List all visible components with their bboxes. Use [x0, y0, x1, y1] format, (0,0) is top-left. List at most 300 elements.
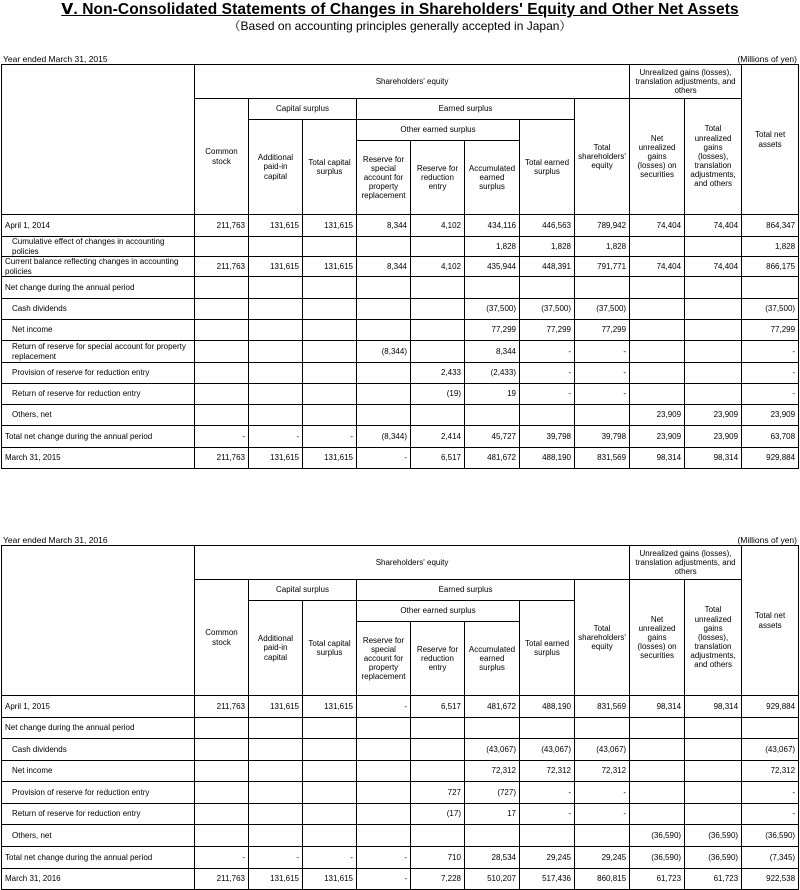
value-cell — [465, 405, 520, 426]
row-label: April 1, 2014 — [2, 215, 195, 237]
row-label: Net change during the annual period — [2, 277, 195, 299]
value-cell — [303, 384, 357, 405]
header-capital-surplus: Capital surplus — [249, 99, 357, 120]
value-cell — [303, 804, 357, 825]
table-row — [2, 718, 799, 739]
value-cell: (37,500) — [520, 299, 575, 320]
value-cell — [357, 718, 411, 739]
value-cell — [249, 804, 303, 825]
value-cell: 23,909 — [742, 405, 799, 426]
row-label: Cumulative effect of changes in accounting policies — [2, 237, 195, 257]
value-cell: 131,615 — [303, 215, 357, 237]
value-cell — [357, 299, 411, 320]
value-cell — [357, 825, 411, 847]
value-cell: - — [249, 847, 303, 869]
value-cell: - — [575, 341, 630, 363]
value-cell: 211,763 — [195, 448, 249, 469]
table-row — [2, 448, 799, 469]
table-row — [2, 804, 799, 825]
value-cell: (2,433) — [465, 363, 520, 384]
value-cell: (727) — [465, 782, 520, 804]
value-cell — [357, 782, 411, 804]
value-cell — [249, 761, 303, 782]
value-cell — [249, 384, 303, 405]
value-cell — [630, 320, 685, 341]
table-row — [2, 696, 799, 718]
header-total-net-assets: Total net assets — [742, 546, 799, 696]
value-cell — [520, 405, 575, 426]
value-cell: 61,723 — [630, 869, 685, 890]
header-earned-surplus: Earned surplus — [357, 99, 575, 120]
value-cell: (37,500) — [465, 299, 520, 320]
value-cell — [465, 277, 520, 299]
value-cell — [685, 363, 742, 384]
value-cell: - — [575, 782, 630, 804]
value-cell — [465, 718, 520, 739]
value-cell: 488,190 — [520, 448, 575, 469]
value-cell: (37,500) — [742, 299, 799, 320]
value-cell: (43,067) — [742, 739, 799, 761]
value-cell: 23,909 — [630, 426, 685, 448]
value-cell — [411, 277, 465, 299]
value-cell — [195, 405, 249, 426]
value-cell: - — [357, 847, 411, 869]
value-cell — [630, 237, 685, 257]
value-cell: 860,815 — [575, 869, 630, 890]
header-common-stock: Common stock — [195, 99, 249, 215]
row-label: Current balance reflecting changes in accounting policies — [2, 257, 195, 277]
table-row — [2, 847, 799, 869]
value-cell: 448,391 — [520, 257, 575, 277]
value-cell: 131,615 — [303, 448, 357, 469]
value-cell: 131,615 — [249, 696, 303, 718]
table-row — [2, 341, 799, 363]
value-cell: 8,344 — [465, 341, 520, 363]
value-cell: 131,615 — [249, 448, 303, 469]
row-label: March 31, 2016 — [2, 869, 195, 890]
value-cell: 6,517 — [411, 696, 465, 718]
value-cell: 211,763 — [195, 257, 249, 277]
row-label: Return of reserve for reduction entry — [2, 804, 195, 825]
value-cell — [685, 341, 742, 363]
value-cell — [303, 341, 357, 363]
value-cell: - — [195, 847, 249, 869]
value-cell: 2,433 — [411, 363, 465, 384]
value-cell — [685, 320, 742, 341]
value-cell — [630, 277, 685, 299]
value-cell — [685, 718, 742, 739]
value-cell: 74,404 — [630, 257, 685, 277]
value-cell: (36,590) — [685, 825, 742, 847]
value-cell: 1,828 — [742, 237, 799, 257]
value-cell: 4,102 — [411, 257, 465, 277]
value-cell: 19 — [465, 384, 520, 405]
value-cell: (7,345) — [742, 847, 799, 869]
value-cell — [195, 804, 249, 825]
value-cell — [249, 405, 303, 426]
value-cell: 481,672 — [465, 448, 520, 469]
value-cell: 7,228 — [411, 869, 465, 890]
value-cell: 29,245 — [520, 847, 575, 869]
header-reserve-special-account: Reserve for special account for property replacement — [357, 622, 411, 696]
value-cell — [465, 825, 520, 847]
value-cell: - — [742, 363, 799, 384]
value-cell — [357, 363, 411, 384]
header-capital-surplus: Capital surplus — [249, 580, 357, 601]
value-cell: 17 — [465, 804, 520, 825]
value-cell: (8,344) — [357, 341, 411, 363]
header-additional-paid-in-capital: Additional paid-in capital — [249, 120, 303, 215]
value-cell: - — [742, 384, 799, 405]
table-row — [2, 384, 799, 405]
value-cell: 8,344 — [357, 257, 411, 277]
value-cell — [249, 320, 303, 341]
header-total-net-assets: Total net assets — [742, 65, 799, 215]
value-cell — [357, 739, 411, 761]
header-total-unrealized: Total unrealized gains (losses), translation adjustments, and others — [685, 99, 742, 215]
value-cell — [303, 237, 357, 257]
value-cell — [303, 782, 357, 804]
value-cell: 211,763 — [195, 696, 249, 718]
value-cell: 831,569 — [575, 448, 630, 469]
row-label: Net income — [2, 761, 195, 782]
value-cell — [195, 825, 249, 847]
value-cell: 727 — [411, 782, 465, 804]
value-cell: 831,569 — [575, 696, 630, 718]
value-cell — [685, 782, 742, 804]
value-cell: - — [742, 341, 799, 363]
value-cell: 791,771 — [575, 257, 630, 277]
value-cell: 510,207 — [465, 869, 520, 890]
value-cell — [575, 277, 630, 299]
value-cell: - — [742, 782, 799, 804]
header-total-capital-surplus: Total capital surplus — [303, 120, 357, 215]
value-cell: - — [575, 804, 630, 825]
value-cell — [630, 804, 685, 825]
value-cell: 77,299 — [575, 320, 630, 341]
header-additional-paid-in-capital: Additional paid-in capital — [249, 601, 303, 696]
value-cell — [195, 761, 249, 782]
value-cell — [575, 405, 630, 426]
header-total-capital-surplus: Total capital surplus — [303, 601, 357, 696]
header-net-unrealized: Net unrealized gains (losses) on securities — [630, 580, 685, 696]
value-cell: 74,404 — [685, 215, 742, 237]
value-cell: 2,414 — [411, 426, 465, 448]
row-label: Others, net — [2, 825, 195, 847]
value-cell: 72,312 — [465, 761, 520, 782]
year-label-2015: Year ended March 31, 2015 — [3, 54, 108, 64]
value-cell: - — [520, 341, 575, 363]
table-row — [2, 215, 799, 237]
value-cell — [303, 320, 357, 341]
value-cell: 23,909 — [685, 426, 742, 448]
value-cell: 131,615 — [249, 869, 303, 890]
value-cell — [195, 237, 249, 257]
row-label: Cash dividends — [2, 739, 195, 761]
value-cell — [303, 363, 357, 384]
table-row — [2, 761, 799, 782]
header-unrealized-group: Unrealized gains (losses), translation adjustments, and others — [630, 65, 742, 99]
value-cell: 98,314 — [685, 448, 742, 469]
value-cell: 789,942 — [575, 215, 630, 237]
value-cell — [520, 718, 575, 739]
value-cell — [195, 277, 249, 299]
header-total-shareholders-equity: Total shareholders' equity — [575, 580, 630, 696]
value-cell: 74,404 — [630, 215, 685, 237]
value-cell — [195, 739, 249, 761]
value-cell — [411, 718, 465, 739]
row-label: April 1, 2015 — [2, 696, 195, 718]
value-cell — [685, 739, 742, 761]
table-row — [2, 405, 799, 426]
value-cell: (17) — [411, 804, 465, 825]
value-cell: - — [575, 363, 630, 384]
value-cell — [195, 341, 249, 363]
value-cell — [195, 782, 249, 804]
value-cell — [630, 782, 685, 804]
header-reserve-reduction-entry: Reserve for reduction entry — [411, 141, 465, 215]
value-cell: 929,884 — [742, 696, 799, 718]
table-row — [2, 782, 799, 804]
value-cell: 864,347 — [742, 215, 799, 237]
value-cell: 131,615 — [249, 257, 303, 277]
header-accumulated-earned-surplus: Accumulated earned surplus — [465, 622, 520, 696]
header-shareholders-equity: Shareholders' equity — [195, 65, 630, 99]
value-cell — [357, 804, 411, 825]
year-label-2016: Year ended March 31, 2016 — [3, 535, 108, 545]
value-cell — [357, 405, 411, 426]
value-cell — [357, 237, 411, 257]
value-cell — [411, 825, 465, 847]
value-cell: 72,312 — [575, 761, 630, 782]
row-label: Return of reserve for special account for property replacement — [2, 341, 195, 363]
value-cell — [742, 277, 799, 299]
value-cell — [520, 825, 575, 847]
table-row — [2, 869, 799, 890]
value-cell: 131,615 — [303, 257, 357, 277]
value-cell: 435,944 — [465, 257, 520, 277]
row-label: Provision of reserve for reduction entry — [2, 363, 195, 384]
value-cell: (43,067) — [575, 739, 630, 761]
value-cell: 29,245 — [575, 847, 630, 869]
value-cell — [685, 384, 742, 405]
header-accumulated-earned-surplus: Accumulated earned surplus — [465, 141, 520, 215]
value-cell: 481,672 — [465, 696, 520, 718]
value-cell: 8,344 — [357, 215, 411, 237]
value-cell — [303, 299, 357, 320]
value-cell: 131,615 — [249, 215, 303, 237]
value-cell — [411, 761, 465, 782]
value-cell — [195, 320, 249, 341]
value-cell: - — [195, 426, 249, 448]
value-cell: 1,828 — [465, 237, 520, 257]
value-cell: - — [357, 448, 411, 469]
header-total-earned-surplus: Total earned surplus — [520, 120, 575, 215]
value-cell — [630, 341, 685, 363]
value-cell: 61,723 — [685, 869, 742, 890]
value-cell — [195, 363, 249, 384]
value-cell — [195, 718, 249, 739]
value-cell — [685, 277, 742, 299]
value-cell: (43,067) — [465, 739, 520, 761]
value-cell — [411, 320, 465, 341]
value-cell — [357, 761, 411, 782]
value-cell: 45,727 — [465, 426, 520, 448]
value-cell — [357, 384, 411, 405]
value-cell: 6,517 — [411, 448, 465, 469]
value-cell — [249, 299, 303, 320]
value-cell — [685, 761, 742, 782]
value-cell: 1,828 — [520, 237, 575, 257]
value-cell — [249, 363, 303, 384]
value-cell: - — [303, 426, 357, 448]
value-cell: - — [742, 804, 799, 825]
value-cell: - — [520, 384, 575, 405]
header-other-earned-surplus: Other earned surplus — [357, 120, 520, 141]
corner-cell — [2, 65, 195, 215]
value-cell — [411, 405, 465, 426]
value-cell — [249, 341, 303, 363]
value-cell — [630, 384, 685, 405]
value-cell — [249, 782, 303, 804]
value-cell — [411, 237, 465, 257]
table-row — [2, 426, 799, 448]
value-cell: - — [520, 804, 575, 825]
value-cell: 4,102 — [411, 215, 465, 237]
value-cell: 98,314 — [685, 696, 742, 718]
value-cell: 488,190 — [520, 696, 575, 718]
value-cell: 23,909 — [630, 405, 685, 426]
value-cell — [630, 363, 685, 384]
table-row — [2, 277, 799, 299]
row-label: Provision of reserve for reduction entry — [2, 782, 195, 804]
value-cell — [685, 804, 742, 825]
value-cell: 74,404 — [685, 257, 742, 277]
header-unrealized-group: Unrealized gains (losses), translation adjustments, and others — [630, 546, 742, 580]
value-cell: 72,312 — [520, 761, 575, 782]
value-cell — [303, 277, 357, 299]
value-cell: - — [303, 847, 357, 869]
value-cell — [630, 739, 685, 761]
value-cell: 131,615 — [303, 869, 357, 890]
page-title: Ⅴ. Non-Consolidated Statements of Changes in Shareholders' Equity and Other Net Assets — [61, 1, 739, 18]
value-cell: 77,299 — [520, 320, 575, 341]
value-cell: - — [357, 696, 411, 718]
header-earned-surplus: Earned surplus — [357, 580, 575, 601]
header-net-unrealized: Net unrealized gains (losses) on securities — [630, 99, 685, 215]
row-label: Net change during the annual period — [2, 718, 195, 739]
value-cell — [303, 405, 357, 426]
value-cell: 72,312 — [742, 761, 799, 782]
value-cell — [249, 718, 303, 739]
value-cell: 77,299 — [465, 320, 520, 341]
value-cell — [249, 277, 303, 299]
value-cell: - — [520, 363, 575, 384]
value-cell — [303, 825, 357, 847]
value-cell: 434,116 — [465, 215, 520, 237]
value-cell: 63,708 — [742, 426, 799, 448]
value-cell: 866,175 — [742, 257, 799, 277]
value-cell: (43,067) — [520, 739, 575, 761]
units-label: (Millions of yen) — [737, 54, 797, 64]
header-total-earned-surplus: Total earned surplus — [520, 601, 575, 696]
value-cell — [249, 825, 303, 847]
value-cell — [520, 277, 575, 299]
value-cell: 23,909 — [685, 405, 742, 426]
value-cell: (36,590) — [685, 847, 742, 869]
table-row — [2, 320, 799, 341]
header-other-earned-surplus: Other earned surplus — [357, 601, 520, 622]
value-cell — [357, 320, 411, 341]
value-cell — [195, 299, 249, 320]
corner-cell — [2, 546, 195, 696]
header-reserve-special-account: Reserve for special account for property replacement — [357, 141, 411, 215]
units-label: (Millions of yen) — [737, 535, 797, 545]
table-row — [2, 237, 799, 257]
row-label: Others, net — [2, 405, 195, 426]
table-row — [2, 739, 799, 761]
value-cell: 28,534 — [465, 847, 520, 869]
value-cell — [249, 237, 303, 257]
value-cell: 211,763 — [195, 215, 249, 237]
value-cell: (36,590) — [630, 847, 685, 869]
row-label: Return of reserve for reduction entry — [2, 384, 195, 405]
table-row — [2, 825, 799, 847]
table-row — [2, 257, 799, 277]
header-total-shareholders-equity: Total shareholders' equity — [575, 99, 630, 215]
value-cell: 929,884 — [742, 448, 799, 469]
value-cell — [575, 718, 630, 739]
value-cell — [195, 384, 249, 405]
value-cell: 1,828 — [575, 237, 630, 257]
value-cell: 922,538 — [742, 869, 799, 890]
value-cell — [411, 739, 465, 761]
value-cell: (36,590) — [742, 825, 799, 847]
value-cell — [630, 299, 685, 320]
value-cell: (37,500) — [575, 299, 630, 320]
value-cell: (19) — [411, 384, 465, 405]
table-row — [2, 299, 799, 320]
value-cell — [411, 299, 465, 320]
row-label: Total net change during the annual period — [2, 426, 195, 448]
value-cell — [303, 718, 357, 739]
value-cell: 131,615 — [303, 696, 357, 718]
value-cell: 77,299 — [742, 320, 799, 341]
value-cell: 517,436 — [520, 869, 575, 890]
value-cell — [630, 761, 685, 782]
header-common-stock: Common stock — [195, 580, 249, 696]
header-shareholders-equity: Shareholders' equity — [195, 546, 630, 580]
header-reserve-reduction-entry: Reserve for reduction entry — [411, 622, 465, 696]
row-label: March 31, 2015 — [2, 448, 195, 469]
header-total-unrealized: Total unrealized gains (losses), translation adjustments, and others — [685, 580, 742, 696]
value-cell: (8,344) — [357, 426, 411, 448]
value-cell: 39,798 — [575, 426, 630, 448]
value-cell: (36,590) — [630, 825, 685, 847]
value-cell — [742, 718, 799, 739]
value-cell — [303, 739, 357, 761]
table-row — [2, 363, 799, 384]
value-cell — [685, 237, 742, 257]
value-cell: - — [575, 384, 630, 405]
row-label: Net income — [2, 320, 195, 341]
value-cell: - — [520, 782, 575, 804]
row-label: Total net change during the annual period — [2, 847, 195, 869]
value-cell — [303, 761, 357, 782]
row-label: Cash dividends — [2, 299, 195, 320]
value-cell: - — [357, 869, 411, 890]
value-cell — [411, 341, 465, 363]
